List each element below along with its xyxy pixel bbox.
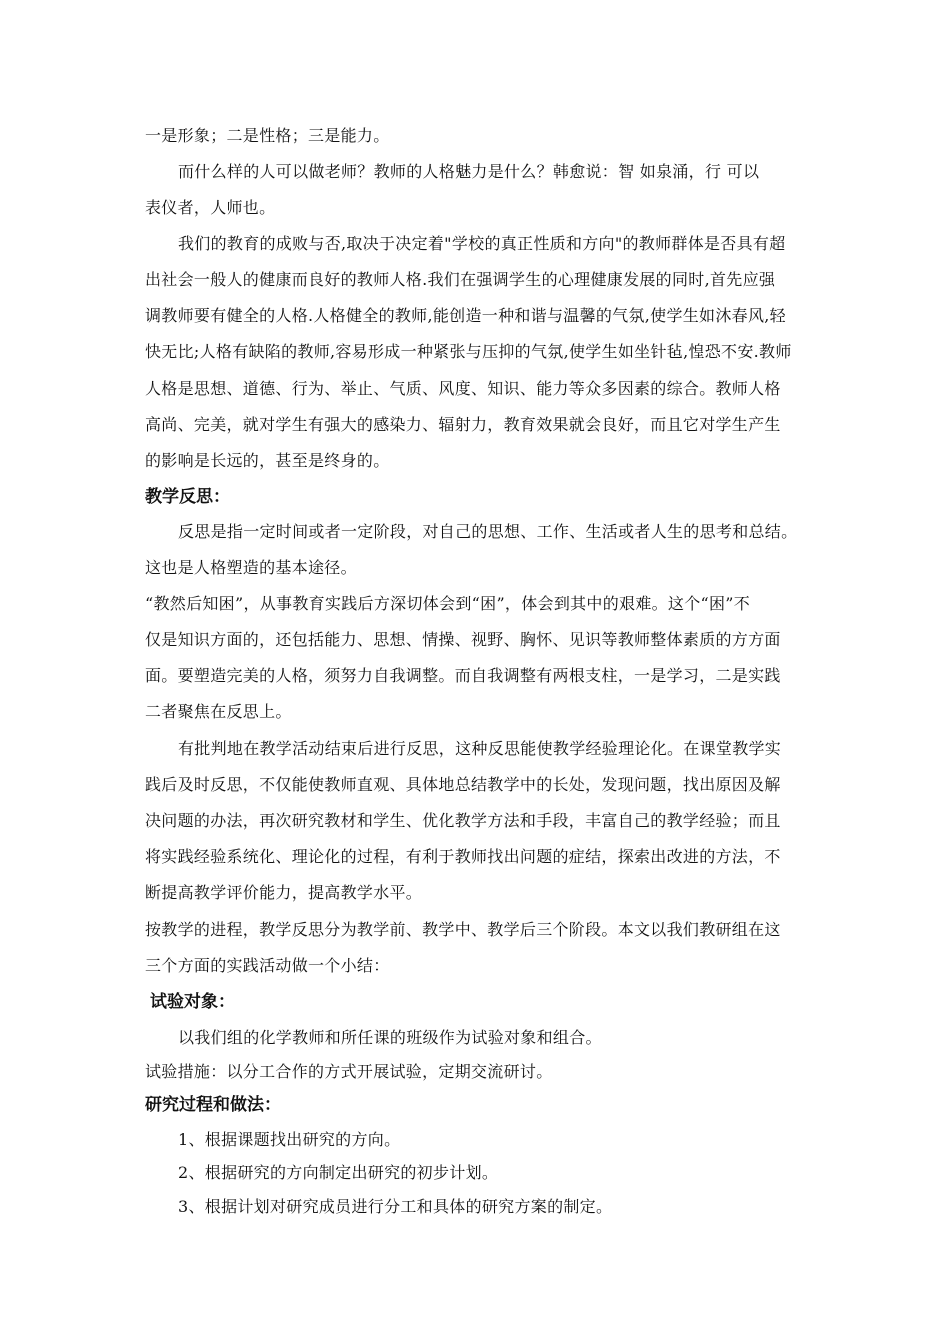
paragraph-line: 决问题的办法，再次研究教材和学生、优化教学方法和手段，丰富自己的教学经验；而且	[145, 811, 781, 830]
paragraph-line: 一是形象；二是性格；三是能力。	[145, 126, 390, 145]
paragraph-line: 按教学的进程，教学反思分为教学前、教学中、教学后三个阶段。本文以我们教研组在这	[145, 920, 781, 939]
paragraph-line: 快无比;人格有缺陷的教师,容易形成一种紧张与压抑的气氛,使学生如坐针毡,惶恐不安.教师	[145, 342, 792, 361]
paragraph-line: 的影响是长远的，甚至是终身的。	[145, 451, 390, 470]
paragraph-line: 二者聚焦在反思上。	[145, 702, 292, 721]
paragraph-line: 出社会一般人的健康而良好的教师人格.我们在强调学生的心理健康发展的同时,首先应强	[145, 270, 776, 289]
paragraph-line: 高尚、完美，就对学生有强大的感染力、辐射力，教育效果就会良好，而且它对学生产生	[145, 415, 781, 434]
paragraph-line: 仅是知识方面的，还包括能力、思想、情操、视野、胸怀、见识等教师整体素质的方方面	[145, 630, 781, 649]
paragraph-line: 人格是思想、道德、行为、举止、气质、风度、知识、能力等众多因素的综合。教师人格	[145, 379, 781, 398]
paragraph-line: 三个方面的实践活动做一个小结：	[145, 956, 390, 975]
paragraph-line: 而什么样的人可以做老师？教师的人格魅力是什么？韩愈说：智 如泉涌，行 可以	[178, 162, 760, 181]
paragraph-line: 面。要塑造完美的人格，须努力自我调整。而自我调整有两根支柱，一是学习，二是实践	[145, 666, 781, 685]
section-heading-process: 研究过程和做法：	[145, 1095, 281, 1115]
paragraph-line: 断提高教学评价能力，提高教学水平。	[145, 883, 423, 902]
section-heading-reflection: 教学反思：	[145, 487, 230, 507]
paragraph-line: 有批判地在教学活动结束后进行反思，这种反思能使教学经验理论化。在课堂教学实	[178, 739, 782, 758]
measures-text: 试验措施：以分工合作的方式开展试验，定期交流研讨。	[145, 1062, 553, 1081]
paragraph-line: 践后及时反思，不仅能使教师直观、具体地总结教学中的长处，发现问题，找出原因及解	[145, 775, 781, 794]
process-step: 3、根据计划对研究成员进行分工和具体的研究方案的制定。	[178, 1197, 613, 1216]
process-step: 2、根据研究的方向制定出研究的初步计划。	[178, 1163, 499, 1182]
subject-text: 以我们组的化学教师和所任课的班级作为试验对象和组合。	[178, 1028, 602, 1047]
paragraph-line: 表仪者，人师也。	[145, 198, 276, 217]
paragraph-line: 反思是指一定时间或者一定阶段，对自己的思想、工作、生活或者人生的思考和总结。	[178, 522, 798, 541]
paragraph-line: 这也是人格塑造的基本途径。	[145, 558, 357, 577]
section-heading-subject: 试验对象：	[150, 992, 235, 1012]
paragraph-line: 我们的教育的成败与否,取决于决定着"学校的真正性质和方向"的教师群体是否具有超	[178, 234, 786, 253]
paragraph-line: 调教师要有健全的人格.人格健全的教师,能创造一种和谐与温馨的气氛,使学生如沐春风,轻	[145, 306, 786, 325]
process-step: 1、根据课题找出研究的方向。	[178, 1130, 401, 1149]
paragraph-line: 将实践经验系统化、理论化的过程，有利于教师找出问题的症结，探索出改进的方法，不	[145, 847, 781, 866]
paragraph-line: “教然后知困”，从事教育实践后方深切体会到“困”，体会到其中的艰难。这个“困”不	[145, 594, 751, 613]
